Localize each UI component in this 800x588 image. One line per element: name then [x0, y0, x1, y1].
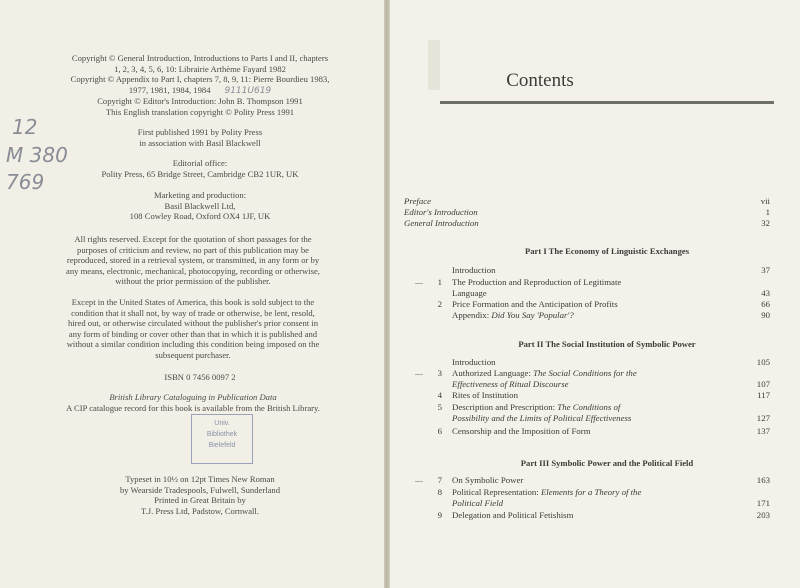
sale-line: hired out, or otherwise circulated without the publisher's prior consent in	[68, 318, 318, 329]
toc-entry-title: Delegation and Political Fetishism	[452, 510, 574, 520]
cip-heading: British Library Cataloguing in Publication Data	[109, 392, 277, 402]
toc-page-number: 163	[756, 475, 770, 485]
sale-line: condition that it shall not, by way of trade or otherwise, be lent, resold,	[71, 307, 315, 318]
sale-line: Except in the United States of America, this book is sold subject to the	[71, 297, 315, 307]
toc-entry-title: Rites of Institution	[452, 390, 518, 400]
toc-entry-title: Appendix: Did You Say 'Popular'?	[452, 310, 574, 320]
stamp-line: Bibliothek	[206, 431, 238, 438]
toc-entry-title: Editor's Introduction	[404, 207, 478, 217]
editorial-office	[40, 158, 360, 179]
first-published-line: in association with Basil Blackwell	[139, 137, 261, 148]
cip-line: A CIP catalogue record for this book is available from the British Library.	[66, 402, 320, 413]
toc-entry-title: Introduction	[452, 357, 496, 367]
contents-title: Contents	[506, 70, 574, 91]
copyright-line: This English translation copyright © Polity Press 1991	[105, 106, 295, 117]
editorial-line: Editorial office:	[172, 158, 228, 168]
toc-page-number: 107	[756, 379, 770, 389]
toc-page-number: 137	[756, 426, 770, 436]
marketing-line: Marketing and production:	[153, 190, 247, 200]
toc-entry-title: Price Formation and the Anticipation of Profits	[452, 299, 618, 309]
toc-entry-title: Language	[452, 288, 487, 298]
toc-chapter-number: 6	[437, 426, 442, 436]
stamp-line: Univ.	[214, 420, 230, 427]
rights-line: reproduced, stored in a retrieval system, or transmitted, in any form or by	[66, 255, 320, 266]
toc-chapter-number: 9	[437, 510, 442, 520]
toc-chapter-number: 5	[437, 402, 442, 412]
rights-line: purposes of criticism and review, no part of this publication may be	[77, 244, 309, 255]
toc-page-number: vii	[760, 196, 770, 206]
toc-entry-title: Introduction	[452, 265, 496, 275]
cip-data	[20, 392, 366, 413]
typeset-info	[40, 474, 360, 516]
margin-note: 12	[12, 115, 38, 139]
part-heading: Part I The Economy of Linguistic Exchanges	[524, 246, 690, 256]
toc-entry-title: On Symbolic Power	[452, 475, 524, 485]
toc-entry-title: Possibility and the Limits of Political Effectiveness	[452, 413, 632, 423]
toc-chapter-number: 3	[437, 368, 442, 378]
toc-chapter-number: 2	[437, 299, 442, 309]
toc-page-number: 1	[765, 207, 770, 217]
toc-page-number: 32	[761, 218, 770, 228]
toc-chapter-number: 7	[437, 475, 442, 485]
sale-line: subsequent purchaser.	[155, 349, 231, 360]
library-stamp	[191, 414, 253, 464]
part-heading: Part II The Social Institution of Symbolic Power	[518, 339, 696, 349]
toc-page-number: 203	[756, 510, 770, 520]
typeset-line: T.J. Press Ltd, Padstow, Cornwall.	[141, 505, 259, 516]
margin-note: M 380	[6, 143, 68, 167]
toc-entry-title: Authorized Language: The Social Conditions for the	[452, 368, 637, 378]
typeset-line: by Wearside Tradespools, Fulwell, Sunderland	[119, 484, 281, 495]
toc-page-number: 127	[756, 413, 770, 423]
copyright-line: 1977, 1981, 1984, 1984 9111U619	[128, 84, 272, 96]
toc-entry-title: Description and Prescription: The Conditions of	[452, 402, 621, 412]
rights-line: any means, electronic, mechanical, photocopying, recording or otherwise,	[66, 265, 320, 276]
part-heading: Part III Symbolic Power and the Political Field	[520, 458, 694, 468]
toc-page-number: 117	[757, 390, 770, 400]
editorial-line: Polity Press, 65 Bridge Street, Cambridge CB2 1UR, UK	[101, 168, 299, 179]
toc-page-number: 171	[756, 498, 770, 508]
rights-line: without the prior permission of the publisher.	[115, 276, 271, 287]
rights-line: All rights reserved. Except for the quotation of short passages for the	[74, 234, 312, 244]
rights-notice	[20, 234, 366, 287]
toc-entry-title: Censorship and the Imposition of Form	[452, 426, 591, 436]
toc-page-number: 66	[761, 299, 770, 309]
toc-chapter-number: 4	[437, 390, 442, 400]
isbn: ISBN 0 7456 0097 2	[164, 372, 236, 382]
typeset-line: Typeset in 10½ on 12pt Times New Roman	[125, 474, 275, 484]
toc-entry-title: Preface	[404, 196, 432, 206]
first-published-line: First published 1991 by Polity Press	[137, 127, 263, 137]
toc-chapter-number: 8	[437, 487, 442, 497]
typeset-line: Printed in Great Britain by	[154, 495, 246, 506]
toc-chapter-number: 1	[437, 277, 442, 287]
toc-page-number: 105	[756, 357, 770, 367]
handwritten-code: 9111U619	[224, 85, 272, 96]
first-published	[40, 127, 360, 148]
sale-line: without a similar condition including this condition being imposed on the	[66, 339, 320, 350]
sale-line: any form of binding or cover other than that in which it is published and	[68, 328, 318, 339]
copyright-block	[40, 53, 360, 118]
title-rule	[440, 101, 774, 104]
copyright-line: Copyright © Editor's Introduction: John B. Thompson 1991	[97, 96, 303, 107]
toc-entry-title: Political Field	[452, 498, 504, 508]
toc-page-number: 90	[761, 310, 770, 320]
copyright-line: Copyright © Appendix to Part I, chapters 7, 8, 9, 11: Pierre Bourdieu 1983,	[70, 74, 330, 85]
marketing-line: 108 Cowley Road, Oxford OX4 1JF, UK	[129, 211, 271, 222]
marketing	[40, 190, 360, 222]
copyright-line: Copyright © General Introduction, Introductions to Parts I and II, chapters	[71, 53, 329, 63]
toc-page-number: 43	[761, 288, 770, 298]
marketing-line: Basil Blackwell Ltd,	[164, 200, 236, 211]
toc-entry-title: Effectiveness of Ritual Discourse	[452, 379, 569, 389]
margin-note: 769	[6, 170, 45, 194]
toc-entry-title: Political Representation: Elements for a Theory of the	[452, 487, 642, 497]
toc-entry-title: General Introduction	[404, 218, 479, 228]
sale-condition	[20, 297, 366, 361]
toc-entry-title: The Production and Reproduction of Legitimate	[452, 277, 622, 287]
toc-page-number: 37	[761, 265, 770, 275]
stamp-line: Bielefeld	[208, 442, 236, 449]
copyright-line: 1, 2, 3, 4, 5, 6, 10: Librairie Arthème Fayard 1982	[114, 63, 286, 74]
bleed-through-mark	[428, 40, 440, 90]
